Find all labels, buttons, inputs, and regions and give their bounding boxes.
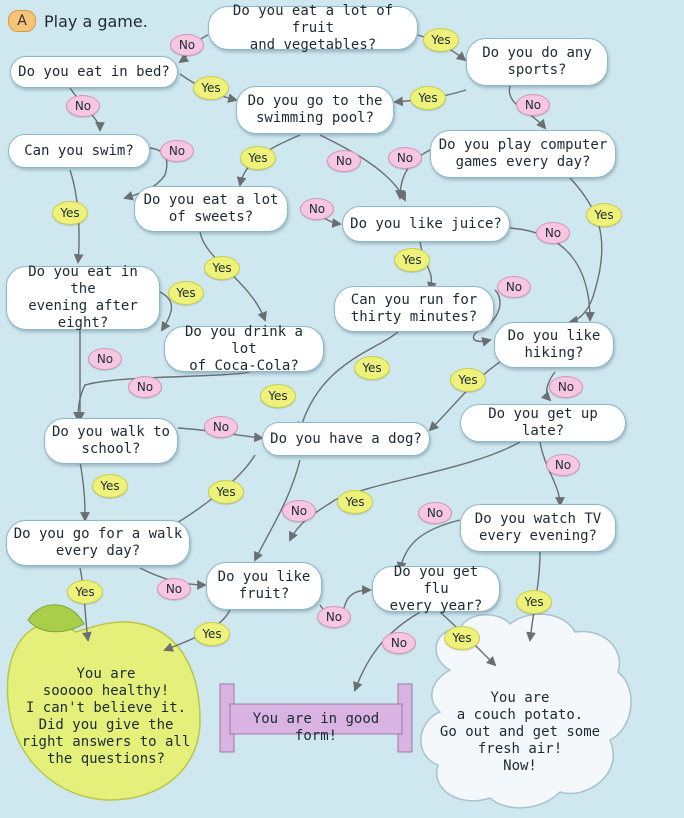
question-can-swim: Can you swim? [8,134,150,168]
no-tag: No [66,95,100,117]
question-dog: Do you have a dog? [262,422,430,456]
question-run: Can you run for thirty minutes? [334,286,494,332]
no-tag: No [317,606,351,628]
yes-tag: Yes [410,86,446,110]
yes-tag: Yes [52,201,88,225]
yes-tag: Yes [586,203,622,227]
question-computer-games: Do you play computer games every day? [430,130,616,178]
no-tag: No [536,222,570,244]
yes-tag: Yes [354,356,390,380]
no-tag: No [497,276,531,298]
question-eat-evening: Do you eat in the evening after eight? [6,266,160,330]
yes-tag: Yes [260,384,296,408]
question-watch-tv: Do you watch TV every evening? [460,504,616,552]
no-tag: No [382,632,416,654]
yes-tag: Yes [193,76,229,100]
yes-tag: Yes [67,580,103,604]
result-couch-potato: You are a couch potato. Go out and get some fresh air! Now! [439,690,601,774]
question-walk-to-school: Do you walk to school? [44,418,178,464]
activity-header [8,10,148,32]
no-tag: No [170,34,204,56]
yes-tag: Yes [194,622,230,646]
question-sweets: Do you eat a lot of sweets? [134,186,288,232]
question-eat-in-bed: Do you eat in bed? [10,56,178,88]
no-tag: No [88,348,122,370]
yes-tag: Yes [240,146,276,170]
result-healthy: You are sooooo healthy! I can't believe it. Did you give the right answers to all the questions? [21,666,191,767]
no-tag: No [282,500,316,522]
no-tag: No [160,140,194,162]
yes-tag: Yes [516,590,552,614]
no-tag: No [128,376,162,398]
question-juice: Do you like juice? [342,206,510,242]
yes-tag: Yes [204,256,240,280]
result-good-form: You are in good form! [252,711,380,744]
no-tag: No [388,147,422,169]
no-tag: No [418,502,452,524]
no-tag: No [204,416,238,438]
yes-tag: Yes [444,626,480,650]
question-swimming-pool: Do you go to the swimming pool? [236,86,394,134]
yes-tag: Yes [168,281,204,305]
activity-letter-badge: A [8,10,36,32]
question-coca-cola: Do you drink a lot of Coca-Cola? [164,326,324,372]
yes-tag: Yes [423,28,459,52]
question-fruit-veg: Do you eat a lot of fruit and vegetables? [208,6,418,50]
yes-tag: Yes [208,480,244,504]
yes-tag: Yes [92,474,128,498]
no-tag: No [327,150,361,172]
question-walk-every-day: Do you go for a walk every day? [6,520,190,566]
no-tag: No [546,454,580,476]
no-tag: No [157,578,191,600]
no-tag: No [516,94,550,116]
question-sports: Do you do any sports? [466,38,608,86]
question-flu: Do you get flu every year? [372,566,500,612]
question-get-up-late: Do you get up late? [460,404,626,442]
yes-tag: Yes [450,368,486,392]
question-hiking: Do you like hiking? [494,322,614,368]
no-tag: No [549,376,583,398]
question-like-fruit: Do you like fruit? [206,562,322,610]
activity-title: Play a game. [44,11,148,31]
yes-tag: Yes [394,248,430,272]
yes-tag: Yes [337,490,373,514]
no-tag: No [300,198,334,220]
